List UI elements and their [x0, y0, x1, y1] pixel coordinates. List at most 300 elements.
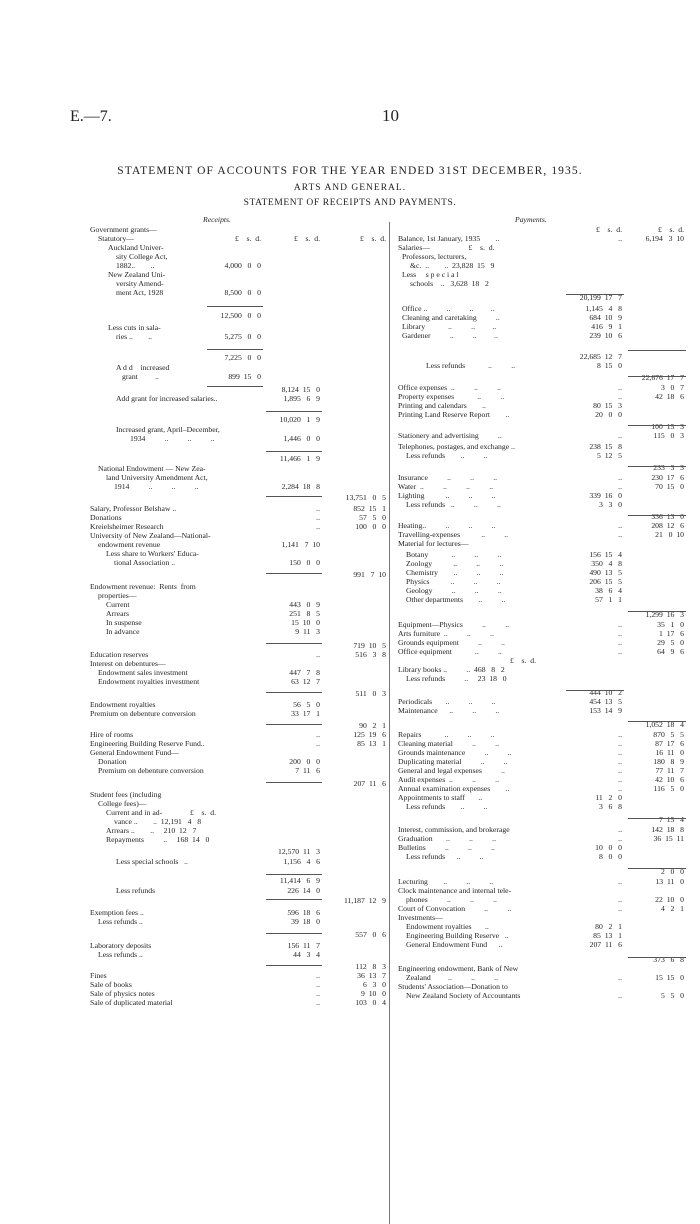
payments-amount-c2: ..: [618, 730, 622, 739]
payments-total-rule: [628, 868, 686, 869]
payments-line-label: Office equipment .. ..: [398, 647, 502, 656]
receipts-line-label: properties—: [98, 591, 137, 600]
receipts-line-label: Salary, Professor Belshaw ..: [90, 504, 177, 513]
payments-line-label: Engineering Building Reserve ..: [406, 931, 509, 940]
receipts-amount-c3: ..: [316, 504, 320, 513]
receipts-amount-c3: ..: [316, 730, 320, 739]
payments-line-label: Travelling-expenses .. ..: [398, 530, 509, 539]
payments-amount-c3: 15 15 0: [655, 973, 684, 982]
receipts-amount-c3: 8,124 15 0: [281, 385, 320, 394]
receipts-amount-c4: 991 7 10: [353, 570, 386, 579]
payments-amount-c2: 339 16 0: [589, 491, 622, 500]
receipts-line-label: Repayments .. 168 14 0: [106, 835, 210, 844]
payments-amount-c3: 64 9 6: [657, 647, 684, 656]
payments-line-label: Botany .. .. ..: [406, 550, 502, 559]
payments-line-label: Chemistry .. .. ..: [406, 568, 504, 577]
payments-total-rule: [628, 515, 686, 516]
payments-amount-c2: 3 6 8: [598, 802, 622, 811]
receipts-amount-c4: £ s. d.: [359, 234, 386, 243]
receipts-line-label: Government grants—: [90, 225, 157, 234]
receipts-amount-c3: ..: [316, 989, 320, 998]
payments-line-label: Audit expenses .. .. ..: [398, 775, 499, 784]
payments-amount-c2: ..: [618, 530, 622, 539]
payments-line-label: Stationery and advertising ..: [398, 431, 502, 440]
receipts-line-label: Less special schools ..: [116, 857, 188, 866]
receipts-line-label: land University Amendment Act,: [106, 473, 208, 482]
payments-amount-c2: ..: [618, 629, 622, 638]
receipts-line-label: Statutory—: [98, 234, 134, 243]
payments-total-rule: [628, 350, 686, 351]
payments-line-label: Court of Convocation .. ..: [398, 904, 512, 913]
payments-amount-c3: 2 0 0: [660, 867, 684, 876]
payments-amount-c2: 8 15 0: [597, 361, 622, 370]
receipts-line-label: Endowment sales investment: [98, 668, 188, 677]
payments-amount-c2: ..: [618, 647, 622, 656]
receipts-line-label: Hire of rooms: [90, 730, 134, 739]
page-number: 10: [382, 106, 399, 125]
receipts-amount-c2: 899 15 0: [228, 372, 261, 381]
receipts-total-rule: [207, 349, 263, 350]
receipts-amount-c3: 63 12 7: [291, 677, 320, 686]
receipts-amount-c3: 9 11 3: [295, 627, 320, 636]
receipts-line-label: 1914 .. .. ..: [114, 482, 199, 491]
receipts-amount-c4: 719 10 5: [353, 641, 386, 650]
receipts-line-label: A d d increased: [116, 363, 170, 372]
receipts-line-label: In advance: [106, 627, 140, 636]
payments-amount-c2: ..: [618, 877, 622, 886]
payments-amount-c3: 22 10 0: [655, 895, 684, 904]
payments-line-label: Bulletins .. .. ..: [398, 843, 495, 852]
payments-line-label: Students' Association—Donation to: [398, 982, 508, 991]
receipts-amount-c3: ..: [316, 522, 320, 531]
receipts-amount-c3: 251 8 5: [289, 609, 320, 618]
payments-line-label: Professors, lecturers,: [402, 252, 467, 261]
receipts-amount-c3: ..: [316, 998, 320, 1007]
receipts-line-label: Donations: [90, 513, 122, 522]
payments-amount-c2: ..: [618, 757, 622, 766]
payments-amount-c3: 1,052 18 4: [645, 720, 684, 729]
payments-amount-c2: ..: [618, 521, 622, 530]
payments-line-label: &c. .. .. 23,828 15 9: [410, 261, 495, 270]
payments-amount-c3: 77 11 7: [655, 766, 684, 775]
payments-amount-c3: 142 18 8: [651, 825, 684, 834]
payments-line-label: Office .. .. .. ..: [402, 304, 495, 313]
receipts-amount-c3: 15 10 0: [291, 618, 320, 627]
payments-amount-c2: ..: [618, 482, 622, 491]
payments-line-label: Heating.. .. .. ..: [398, 521, 496, 530]
receipts-amount-c3: 11,466 1 9: [279, 454, 320, 463]
payments-amount-c2: 80 15 3: [593, 401, 622, 410]
payments-total-rule: [628, 957, 686, 958]
receipts-amount-c2: 8,500 0 0: [224, 288, 261, 297]
payments-amount-c3: 16 11 0: [655, 748, 684, 757]
receipts-line-label: Endowment royalties: [90, 700, 156, 709]
payments-line-label: Equipment—Physics .. ..: [398, 620, 510, 629]
payments-amount-c3: 1 17 6: [659, 629, 684, 638]
payments-line-label: schools .. 3,628 18 2: [410, 279, 489, 288]
payments-amount-c3: 180 8 9: [653, 757, 684, 766]
receipts-line-label: Less refunds: [116, 886, 156, 895]
report-code: E.—7.: [70, 108, 112, 125]
payments-line-label: Graduation .. .. ..: [398, 834, 497, 843]
payments-amount-c3: 870 5 5: [653, 730, 684, 739]
payments-line-label: £ s. d.: [510, 656, 537, 665]
receipts-line-label: Sale of physics notes: [90, 989, 155, 998]
payments-line-label: Lighting .. .. ..: [398, 491, 496, 500]
receipts-line-label: College fees)—: [98, 799, 147, 808]
receipts-amount-c4: 11,187 12 9: [344, 896, 386, 905]
payments-line-label: Periodicals .. .. ..: [398, 697, 496, 706]
payments-line-label: Less refunds .. ..: [406, 852, 484, 861]
payments-total-rule: [566, 294, 624, 295]
receipts-line-label: Premium on debenture conversion: [98, 766, 204, 775]
payments-amount-c2: 416 9 1: [591, 322, 622, 331]
payments-line-label: Engineering endowment, Bank of New: [398, 964, 519, 973]
receipts-amount-c4: 9 10 0: [361, 989, 386, 998]
payments-line-label: Maintenance .. .. ..: [398, 706, 500, 715]
payments-amount-c2: 8 0 0: [598, 852, 622, 861]
payments-line-label: Investments—: [398, 913, 443, 922]
receipts-amount-c3: 1,895 6 9: [283, 394, 320, 403]
receipts-line-label: Arrears .. .. 210 12 7: [106, 826, 197, 835]
receipts-amount-c2: £ s. d.: [234, 234, 261, 243]
receipts-line-label: University of New Zealand—National-: [90, 531, 211, 540]
payments-line-label: Less refunds .. ..: [406, 802, 488, 811]
payments-amount-c2: ..: [618, 784, 622, 793]
payments-amount-c2: 3 3 0: [598, 500, 622, 509]
payments-line-label: Gardener .. .. ..: [402, 331, 498, 340]
payments-amount-c2: ..: [618, 473, 622, 482]
payments-amount-c2: 454 13 5: [589, 697, 622, 706]
payments-amount-c2: 5 12 5: [597, 451, 622, 460]
payments-line-label: Printing and calendars ..: [398, 401, 486, 410]
payments-line-label: General Endowment Fund ..: [406, 940, 503, 949]
payments-amount-c3: 35 1 0: [657, 620, 684, 629]
receipts-amount-c3: 12,570 11 3: [278, 847, 320, 856]
payments-total-rule: [628, 425, 686, 426]
receipts-amount-c3: 7 11 6: [295, 766, 320, 775]
receipts-total-rule: [266, 643, 322, 644]
payments-line-label: Physics .. .. ..: [406, 577, 501, 586]
payments-amount-c2: ..: [618, 834, 622, 843]
receipts-amount-c4: 90 2 1: [359, 721, 386, 730]
payments-amount-c2: 238 15 8: [589, 442, 622, 451]
receipts-line-label: Kreielsheimer Research: [90, 522, 164, 531]
payments-amount-c3: 6,194 3 10: [645, 234, 684, 243]
payments-total-rule: [628, 721, 686, 722]
payments-line-label: Zealand .. .. ..: [406, 973, 499, 982]
payments-line-label: Balance, 1st January, 1935 ..: [398, 234, 500, 243]
receipts-amount-c4: 516 3 8: [355, 650, 386, 659]
payments-line-label: Interest, commission, and brokerage: [398, 825, 510, 834]
receipts-total-rule: [266, 573, 322, 574]
payments-amount-c2: 57 1 1: [595, 595, 622, 604]
payments-line-label: Less refunds .. ..: [426, 361, 516, 370]
receipts-amount-c4: 6 3 0: [362, 980, 386, 989]
payments-total-rule: [628, 611, 686, 612]
payments-line-label: Zoology .. .. ..: [406, 559, 504, 568]
receipts-amount-c3: ..: [316, 739, 320, 748]
receipts-line-label: ries .. ..: [116, 332, 153, 341]
payments-amount-c2: ..: [618, 638, 622, 647]
receipts-line-label: 1882.. ..: [116, 261, 155, 270]
payments-amount-c3: 13 11 0: [655, 877, 684, 886]
payments-line-label: Less refunds .. ..: [406, 451, 488, 460]
receipts-line-label: Fines: [90, 971, 107, 980]
receipts-line-label: grant ..: [122, 372, 159, 381]
payments-line-label: Less refunds .. .. ..: [406, 500, 501, 509]
payments-amount-c3: 373 6 8: [653, 955, 684, 964]
receipts-amount-c3: 2,284 18 8: [281, 482, 320, 491]
section-subtitle: ARTS AND GENERAL.: [293, 183, 407, 193]
payments-amount-c3: 21 0 10: [655, 530, 684, 539]
receipts-line-label: ment Act, 1928: [116, 288, 164, 297]
payments-amount-c2: 80 2 1: [595, 922, 622, 931]
payments-amount-c3: 100 15 3: [651, 422, 684, 431]
receipts-amount-c3: 443 0 9: [289, 600, 320, 609]
payments-line-label: New Zealand Society of Accountants: [406, 991, 521, 1000]
receipts-line-label: Interest on debentures—: [90, 659, 166, 668]
payments-amount-c2: ..: [618, 895, 622, 904]
receipts-amount-c3: 596 18 6: [287, 908, 320, 917]
receipts-amount-c3: 56 5 0: [293, 700, 320, 709]
payments-amount-c3: 233 3 3: [653, 463, 684, 472]
payments-amount-c2: 10 0 0: [595, 843, 622, 852]
payments-amount-c2: ..: [618, 748, 622, 757]
receipts-amount-c3: 33 17 1: [291, 709, 320, 718]
payments-total-rule: [566, 690, 624, 691]
receipts-line-label: Engineering Building Reserve Fund..: [90, 739, 205, 748]
payments-amount-c2: ..: [618, 991, 622, 1000]
receipts-total-rule: [266, 874, 322, 875]
receipts-line-label: Receipts.: [203, 215, 231, 224]
payments-amount-c2: 1,145 4 8: [585, 304, 622, 313]
payments-amount-c2: ..: [618, 825, 622, 834]
receipts-line-label: Premium on debenture conversion: [90, 709, 196, 718]
payments-line-label: Library books .. .. 468 8 2: [398, 665, 505, 674]
payments-amount-c2: ..: [618, 739, 622, 748]
receipts-total-rule: [266, 782, 322, 783]
receipts-line-label: Education reserves: [90, 650, 149, 659]
receipts-amount-c3: 447 7 8: [289, 668, 320, 677]
payments-line-label: Grounds maintenance .. ..: [398, 748, 512, 757]
receipts-line-label: Less refunds ..: [98, 917, 143, 926]
receipts-line-label: 1934 .. .. ..: [130, 434, 215, 443]
receipts-total-rule: [266, 899, 322, 900]
payments-line-label: Water .. .. .. ..: [398, 482, 494, 491]
payments-line-label: Salaries— £ s. d.: [398, 243, 495, 252]
payments-amount-c3: 87 17 6: [655, 739, 684, 748]
payments-amount-c3: 42 10 6: [655, 775, 684, 784]
receipts-line-label: Less refunds ..: [98, 950, 143, 959]
receipts-total-rule: [266, 692, 322, 693]
payments-amount-c3: 336 13 0: [651, 512, 684, 521]
payments-line-label: Property expenses .. ..: [398, 392, 505, 401]
receipts-amount-c3: ..: [316, 980, 320, 989]
receipts-amount-c4: 207 11 6: [353, 779, 386, 788]
receipts-line-label: Student fees (including: [90, 790, 162, 799]
receipts-amount-c4: 112 8 3: [355, 962, 386, 971]
receipts-line-label: Add grant for increased salaries..: [116, 394, 218, 403]
receipts-total-rule: [266, 965, 322, 966]
payments-amount-c2: ..: [618, 392, 622, 401]
payments-amount-c2: ..: [618, 234, 622, 243]
payments-amount-c2: 490 13 5: [589, 568, 622, 577]
payments-total-rule: [628, 376, 686, 377]
receipts-total-rule: [266, 496, 322, 497]
receipts-line-label: Auckland Univer-: [108, 243, 164, 252]
receipts-line-label: Exemption fees ..: [90, 908, 144, 917]
receipts-line-label: versity Amend-: [116, 279, 164, 288]
payments-amount-c2: 206 15 5: [589, 577, 622, 586]
receipts-amount-c3: 226 14 0: [287, 886, 320, 895]
payments-line-label: Less refunds .. 23 18 0: [406, 674, 507, 683]
payments-amount-c2: ..: [618, 383, 622, 392]
payments-amount-c2: 22,685 12 7: [579, 352, 622, 361]
payments-line-label: Appointments to staff ..: [398, 793, 483, 802]
receipts-line-label: vance .. .. 12,191 4 8: [114, 817, 202, 826]
receipts-amount-c4: 36 13 7: [357, 971, 386, 980]
receipts-line-label: National Endowment — New Zea-: [98, 464, 206, 473]
payments-line-label: Arts furniture .. .. ..: [398, 629, 494, 638]
payments-amount-c3: 7 15 4: [659, 815, 684, 824]
receipts-amount-c4: 57 5 0: [359, 513, 386, 522]
payments-amount-c2: 20,199 17 7: [579, 293, 622, 302]
payments-amount-c2: 350 4 8: [591, 559, 622, 568]
payments-line-label: Lecturing .. .. ..: [398, 877, 494, 886]
payments-amount-c2: 444 10 2: [589, 688, 622, 697]
payments-line-label: Geology .. .. ..: [406, 586, 502, 595]
receipts-line-label: Sale of duplicated material: [90, 998, 173, 1007]
payments-amount-c2: ..: [618, 775, 622, 784]
payments-line-label: Insurance .. .. ..: [398, 473, 498, 482]
payments-amount-c2: £ s. d.: [595, 225, 622, 234]
receipts-line-label: New Zealand Uni-: [108, 270, 166, 279]
payments-amount-c2: 38 6 4: [595, 586, 622, 595]
receipts-amount-c2: 4,000 0 0: [224, 261, 261, 270]
payments-amount-c3: 115 0 3: [653, 431, 684, 440]
receipts-amount-c4: 852 15 1: [353, 504, 386, 513]
payments-line-label: Repairs .. .. ..: [398, 730, 495, 739]
receipts-line-label: In suspense: [106, 618, 142, 627]
receipts-total-rule: [207, 386, 263, 387]
receipts-amount-c4: 103 0 4: [355, 998, 386, 1007]
receipts-amount-c4: 85 13 1: [357, 739, 386, 748]
payments-amount-c2: 11 2 0: [595, 793, 622, 802]
payments-line-label: Duplicating material .. ..: [398, 757, 508, 766]
receipts-line-label: tional Association ..: [114, 558, 176, 567]
payments-amount-c3: 1,299 16 3: [645, 610, 684, 619]
payments-amount-c2: ..: [618, 973, 622, 982]
receipts-line-label: Arrears: [106, 609, 130, 618]
column-divider: [389, 222, 390, 1224]
payments-amount-c2: ..: [618, 904, 622, 913]
payments-amount-c2: ..: [618, 620, 622, 629]
payments-line-label: Library .. .. ..: [402, 322, 497, 331]
payments-amount-c2: 156 15 4: [589, 550, 622, 559]
payments-line-label: Grounds equipment .. ..: [398, 638, 505, 647]
statement-subtitle: STATEMENT OF RECEIPTS AND PAYMENTS.: [243, 198, 457, 208]
receipts-line-label: Current: [106, 600, 130, 609]
receipts-amount-c4: 557 0 6: [355, 930, 386, 939]
receipts-line-label: General Endowment Fund—: [90, 748, 179, 757]
payments-line-label: phones .. .. ..: [406, 895, 497, 904]
receipts-total-rule: [266, 724, 322, 725]
payments-amount-c3: 36 15 11: [653, 834, 684, 843]
payments-amount-c3: 42 18 6: [655, 392, 684, 401]
receipts-amount-c3: 10,020 1 9: [279, 415, 320, 424]
receipts-amount-c2: 7,225 0 0: [224, 353, 261, 362]
receipts-total-rule: [266, 411, 322, 412]
receipts-amount-c2: 12,500 0 0: [220, 311, 261, 320]
payments-amount-c2: 684 10 9: [589, 313, 622, 322]
receipts-amount-c3: 1,141 7 10: [281, 540, 320, 549]
payments-amount-c3: 4 2 1: [660, 904, 684, 913]
receipts-amount-c4: 125 19 6: [353, 730, 386, 739]
receipts-line-label: Donation: [98, 757, 127, 766]
receipts-total-rule: [207, 306, 263, 307]
payments-line-label: Annual examination expenses ..: [398, 784, 510, 793]
receipts-line-label: Laboratory deposits: [90, 941, 152, 950]
receipts-line-label: Less share to Workers' Educa-: [106, 549, 199, 558]
receipts-amount-c3: 200 0 0: [289, 757, 320, 766]
payments-amount-c3: 230 17 6: [651, 473, 684, 482]
receipts-amount-c4: 13,751 0 5: [345, 493, 386, 502]
receipts-amount-c3: 150 0 0: [289, 558, 320, 567]
receipts-amount-c3: £ s. d.: [293, 234, 320, 243]
receipts-total-rule: [266, 451, 322, 452]
receipts-amount-c3: 39 18 0: [291, 917, 320, 926]
payments-amount-c3: 29 5 0: [657, 638, 684, 647]
payments-amount-c3: 22,676 17 7: [641, 373, 684, 382]
receipts-line-label: £ s. d.: [190, 808, 217, 817]
payments-line-label: Cleaning and caretaking ..: [402, 313, 500, 322]
receipts-total-rule: [266, 933, 322, 934]
receipts-amount-c4: 100 0 0: [355, 522, 386, 531]
receipts-line-label: Less cuts in sala-: [108, 323, 161, 332]
receipts-amount-c3: 156 11 7: [287, 941, 320, 950]
payments-line-label: Clock maintenance and internal tele-: [398, 886, 512, 895]
payments-amount-c2: ..: [618, 431, 622, 440]
receipts-amount-c3: ..: [316, 513, 320, 522]
payments-total-rule: [628, 466, 686, 467]
payments-line-label: General and legal expenses ..: [398, 766, 505, 775]
payments-line-label: Material for lectures—: [398, 539, 469, 548]
payments-line-label: Telephones, postages, and exchange ..: [398, 442, 515, 451]
receipts-line-label: Endowment royalties investment: [98, 677, 200, 686]
payments-amount-c3: 208 12 6: [651, 521, 684, 530]
payments-line-label: Cleaning material .. ..: [398, 739, 499, 748]
receipts-line-label: Increased grant, April–December,: [116, 425, 220, 434]
payments-amount-c2: 85 13 1: [593, 931, 622, 940]
payments-amount-c3: 5 5 0: [660, 991, 684, 1000]
payments-line-label: Other departments .. ..: [406, 595, 506, 604]
payments-total-rule: [628, 818, 686, 819]
receipts-amount-c4: 511 0 3: [355, 689, 386, 698]
payments-line-label: Endowment royalties ..: [406, 922, 489, 931]
payments-line-label: Office expenses .. .. ..: [398, 383, 501, 392]
receipts-amount-c2: 5,275 0 0: [224, 332, 261, 341]
receipts-line-label: Current and in ad-: [106, 808, 163, 817]
payments-amount-c3: 116 5 0: [653, 784, 684, 793]
receipts-amount-c3: 11,414 6 9: [279, 876, 320, 885]
receipts-line-label: Endowment revenue: Rents from: [90, 582, 196, 591]
receipts-amount-c3: 1,156 4 6: [283, 857, 320, 866]
payments-amount-c2: 207 11 6: [589, 940, 622, 949]
payments-line-label: Payments.: [515, 215, 547, 224]
payments-amount-c2: ..: [618, 766, 622, 775]
receipts-amount-c3: ..: [316, 971, 320, 980]
